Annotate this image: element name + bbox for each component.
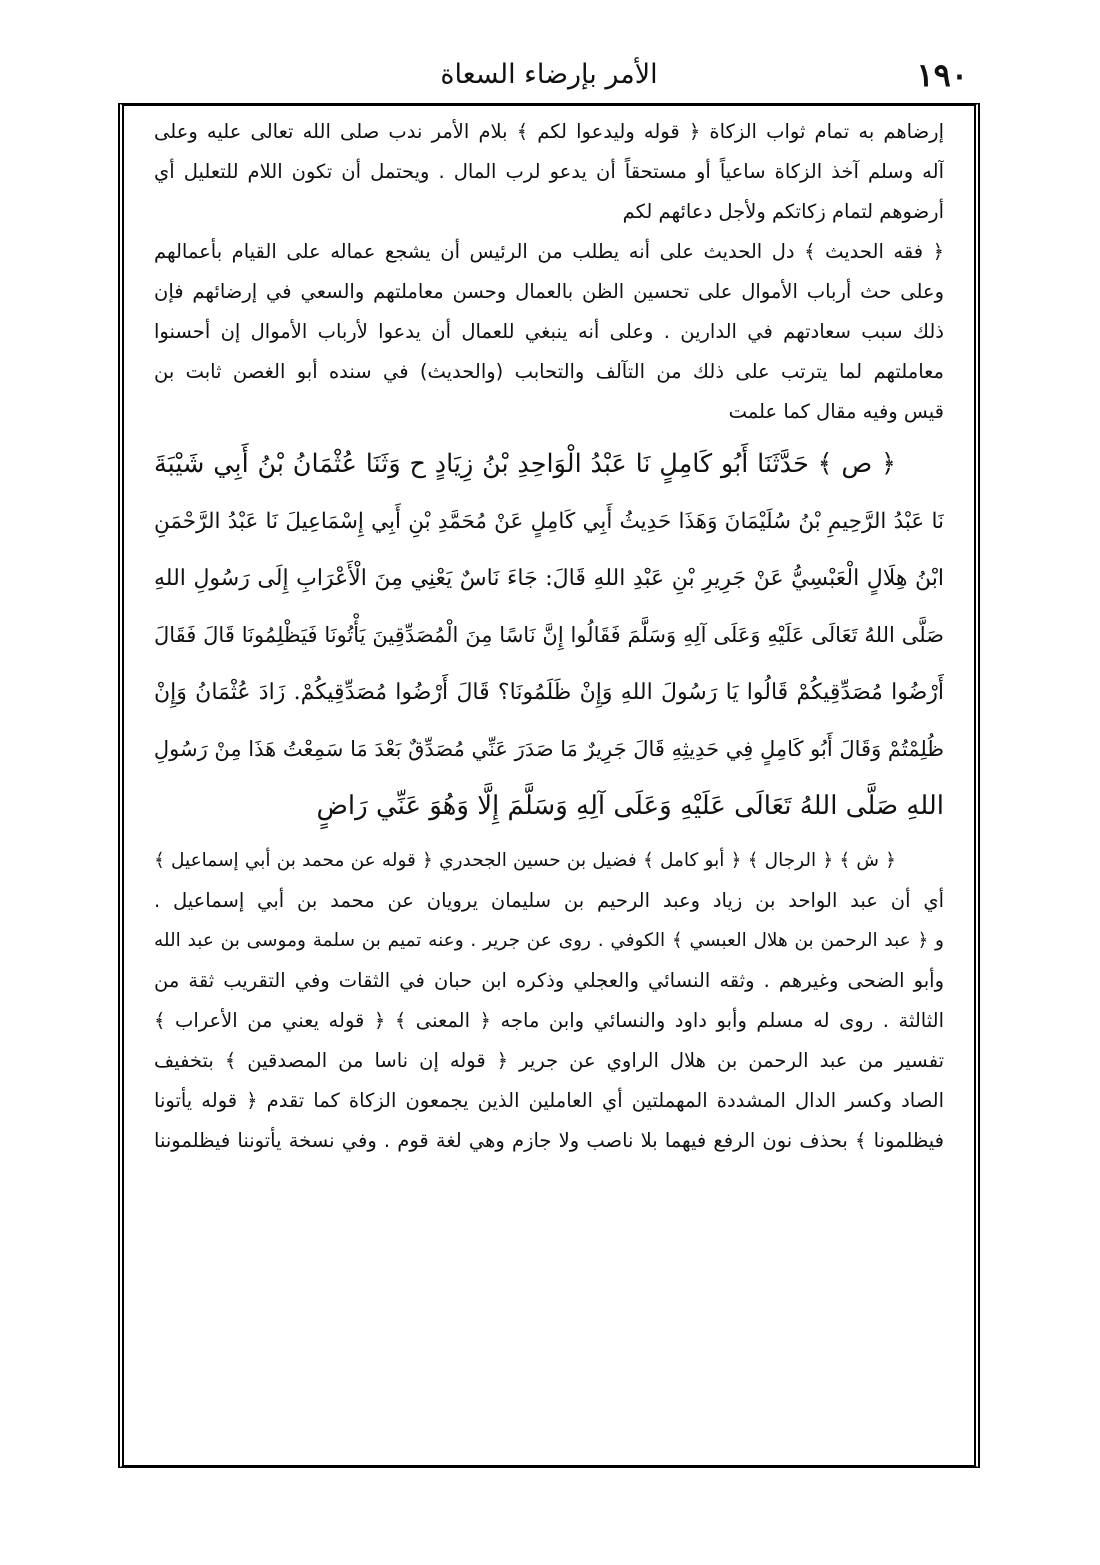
hadith-line: اللهِ صَلَّى اللهُ تَعَالَى عَلَيْهِ وَعَلَى آلِهِ وَسَلَّمَ إِلَّا وَهُوَ عَنِّي رَاضٍ [316, 791, 944, 821]
text-line: آله وسلم آخذ الزكاة ساعياً أو مستحقاً أن يدعو لرب المال . ويحتمل أن تكون اللام للتعليل أي [154, 160, 944, 183]
page-header [118, 52, 980, 98]
text-line: وأبو الضحى وغيرهم . وثقه النسائي والعجلي وذكره ابن حبان في الثقات وفي التقريب ثقة من [154, 969, 944, 992]
hadith-text [154, 436, 944, 835]
commentary-top [154, 112, 944, 432]
commentary-bottom [154, 841, 944, 1161]
text-line: أي أن عبد الواحد بن زياد وعبد الرحيم بن سليمان يرويان عن محمد بن أبي إسماعيل . [154, 889, 944, 912]
text-line: تفسير من عبد الرحمن بن هلال الراوي عن جرير ﴿ قوله إن ناسا من المصدقين ﴾ بتخفيف [154, 1049, 944, 1072]
hadith-line: أَرْضُوا مُصَدِّقِيكُمْ قَالُوا يَا رَسُولَ اللهِ وَإِنْ ظَلَمُونَا؟ قَالَ أَرْضُوا مُصَدِّقِيكُمْ. زَادَ عُثْمَانُ وَإِنْ [154, 680, 944, 705]
text-line: ﴿ فقه الحديث ﴾ دل الحديث على أنه يطلب من الرئيس أن يشجع عماله على القيام بأعمالهم [154, 240, 944, 263]
text-line: معاملتهم لما يترتب على ذلك من التآلف والتحابب (والحديث) في سنده أبو الغصن ثابت بن [154, 360, 944, 383]
page-body [154, 112, 944, 1161]
hadith-line: ابْنُ هِلَالٍ الْعَبْسِيُّ عَنْ جَرِيرِ بْنِ عَبْدِ اللهِ قَالَ: جَاءَ نَاسٌ يَعْنِي مِنَ الْأَعْرَابِ إِلَى رَسُولِ اللهِ [154, 566, 944, 591]
text-line: الثالثة . روى له مسلم وأبو داود والنسائي وابن ماجه ﴿ المعنى ﴾ ﴿ قوله يعني من الأعراب ﴾ [154, 1009, 944, 1032]
text-line: فيظلمونا ﴾ بحذف نون الرفع فيهما بلا ناصب ولا جازم وهي لغة قوم . وفي نسخة يأتوننا فيظلموننا [154, 1129, 944, 1152]
running-title: الأمر بإرضاء السعاة [440, 59, 658, 90]
text-line: إرضاهم به تمام ثواب الزكاة ﴿ قوله وليدعوا لكم ﴾ بلام الأمر ندب صلى الله تعالى عليه وعلى [154, 120, 944, 143]
text-line: الصاد وكسر الدال المشددة المهملتين أي العاملين الذين يجمعون الزكاة كما تقدم ﴿ قوله يأتونا [154, 1089, 944, 1112]
page-number: ١٩٠ [916, 56, 968, 94]
hadith-line: صَلَّى اللهُ تَعَالَى عَلَيْهِ وَعَلَى آلِهِ وَسَلَّمَ فَقَالُوا إِنَّ نَاسًا مِنَ الْمُصَدِّقِينَ يَأْتُونَا فَيَظْلِمُونَا قَالَ فَقَالَ [154, 623, 944, 647]
hadith-line: ﴿ ص ﴾ حَدَّثَنَا أَبُو كَامِلٍ نَا عَبْدُ الْوَاحِدِ بْنُ زِيَادٍ ح وَثَنَا عُثْمَانُ بْنُ أَبِي شَيْبَةَ [154, 449, 896, 479]
text-line: أرضوهم لتمام زكاتكم ولأجل دعائهم لكم [622, 200, 944, 223]
text-line: قيس وفيه مقال كما علمت [728, 400, 944, 423]
text-frame [118, 103, 980, 1468]
text-line: وعلى حث أرباب الأموال على تحسين الظن بالعمال وحسن معاملتهم والسعي في إرضائهم فإن [154, 280, 944, 303]
hadith-line: ظُلِمْتُمْ وَقَالَ أَبُو كَامِلٍ فِي حَدِيثِهِ قَالَ جَرِيرٌ مَا صَدَرَ عَنِّي مُصَدِّقٌ بَعْدَ مَا سَمِعْتُ هَذَا مِنْ رَسُولِ [154, 737, 944, 761]
text-line: ذلك سبب سعادتهم في الدارين . وعلى أنه ينبغي للعمال أن يدعوا لأرباب الأموال إن أحسنوا [154, 320, 944, 343]
text-line: و ﴿ عبد الرحمن بن هلال العبسي ﴾ الكوفي . روى عن جرير . وعنه تميم بن سلمة وموسى بن عبد الله [154, 930, 944, 951]
hadith-line: نَا عَبْدُ الرَّحِيمِ بْنُ سُلَيْمَانَ وَهَذَا حَدِيثُ أَبِي كَامِلٍ عَنْ مُحَمَّدِ بْنِ أَبِي إِسْمَاعِيلَ نَا عَبْدُ الرَّحْمَنِ [154, 509, 944, 534]
text-line: ﴿ ش ﴾ ﴿ الرجال ﴾ ﴿ أبو كامل ﴾ فضيل بن حسين الجحدري ﴿ قوله عن محمد بن أبي إسماعيل ﴾ [154, 850, 896, 871]
